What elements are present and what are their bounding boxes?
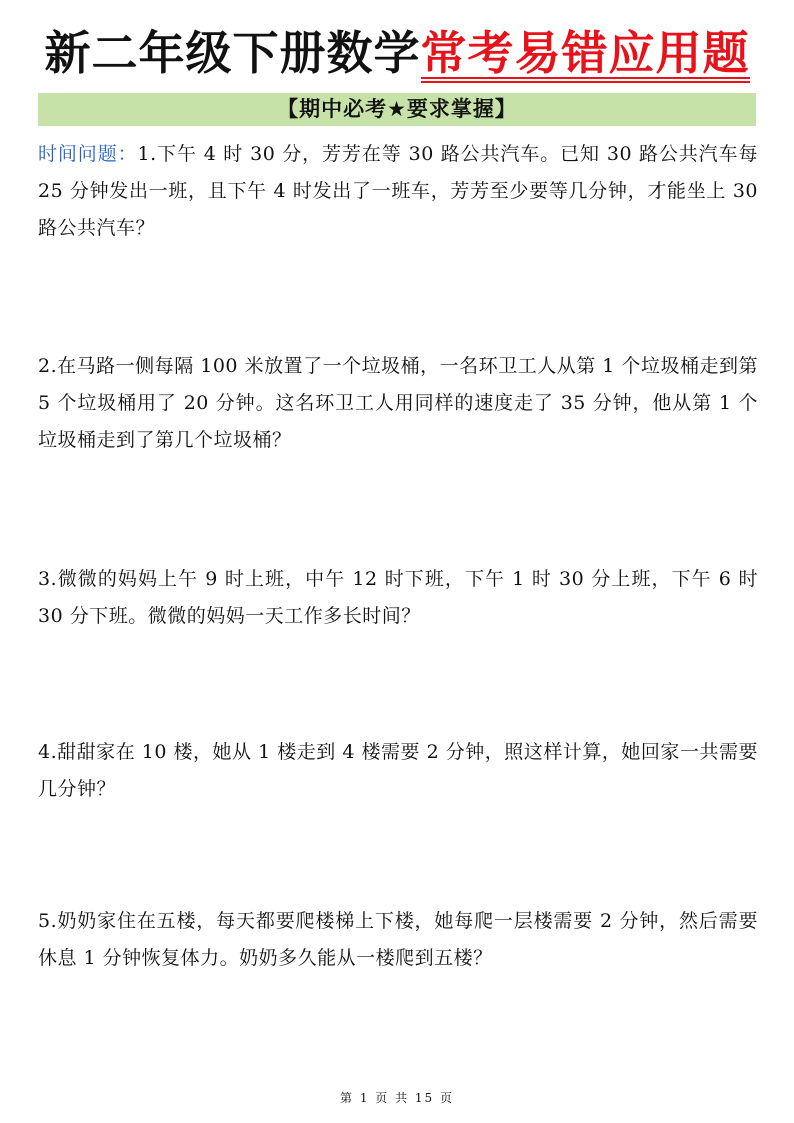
section-banner: 【期中必考★要求掌握】 xyxy=(38,93,756,126)
page-title xyxy=(0,20,794,86)
question-text: 5.奶奶家住在五楼，每天都要爬楼梯上下楼，她每爬一层楼需要 2 分钟，然后需要休息 1 分钟恢复体力。奶奶多久能从一楼爬到五楼？ xyxy=(38,910,758,969)
question-text: 3.微微的妈妈上午 9 时上班，中午 12 时下班，下午 1 时 30 分上班，下午 6 时 30 分下班。微微的妈妈一天工作多长时间？ xyxy=(38,568,758,627)
question-text: 2.在马路一侧每隔 100 米放置了一个垃圾桶，一名环卫工人从第 1 个垃圾桶走到第 5 个垃圾桶用了 20 分钟。这名环卫工人用同样的速度走了 35 分钟，他从第 1 个垃圾桶走到了第几个垃圾桶？ xyxy=(38,355,758,451)
question-text: 4.甜甜家在 10 楼，她从 1 楼走到 4 楼需要 2 分钟，照这样计算，她回家一共需要几分钟？ xyxy=(38,741,758,800)
question-1 xyxy=(38,136,758,247)
question-2 xyxy=(38,348,758,459)
title-red: 常考易错应用题 xyxy=(421,20,750,86)
question-3 xyxy=(38,561,758,635)
page-footer: 第 1 页 共 15 页 xyxy=(340,1091,454,1105)
title-black: 新二年级下册数学 xyxy=(44,26,421,80)
question-text: 1.下午 4 时 30 分，芳芳在等 30 路公共汽车。已知 30 路公共汽车每 25 分钟发出一班，且下午 4 时发出了一班车，芳芳至少要等几分钟，才能坐上 30 路公共汽车？ xyxy=(38,143,758,239)
question-5 xyxy=(38,903,758,977)
question-category: 时间问题： xyxy=(38,143,138,165)
question-4 xyxy=(38,734,758,808)
